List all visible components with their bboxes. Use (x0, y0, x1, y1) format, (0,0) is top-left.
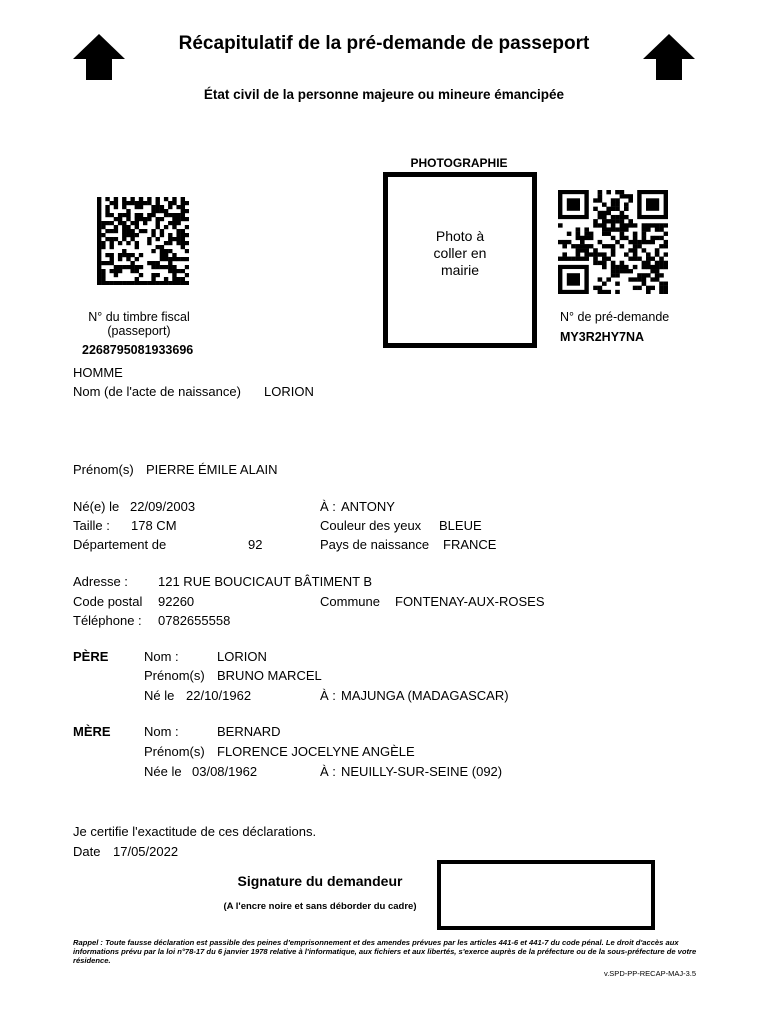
signature-box[interactable] (437, 860, 655, 930)
city-label: Commune (320, 594, 380, 609)
prenoms-label: Prénom(s) (73, 462, 134, 477)
date-label: Date (73, 844, 101, 859)
timbre-label-sub: (passeport) (107, 324, 171, 338)
postal-code-label: Code postal (73, 594, 143, 609)
form-version: v.SPD-PP-RECAP-MAJ-3.5 (604, 969, 696, 978)
mother-heading: MÈRE (73, 724, 111, 739)
mother-birth-place-value: NEUILLY-SUR-SEINE (092) (341, 764, 503, 779)
photo-instructions: Photo à coller en mairie (433, 228, 487, 278)
father-name-value: LORION (217, 649, 267, 664)
photo-label: PHOTOGRAPHIE (410, 156, 508, 170)
father-birth-date-label: Né le (144, 688, 175, 703)
height-value: 178 CM (131, 518, 177, 533)
address-value: 121 RUE BOUCICAUT BÂTIMENT B (158, 574, 373, 589)
mother-name-value: BERNARD (217, 724, 281, 739)
eye-color-label: Couleur des yeux (320, 518, 422, 533)
birth-place-label: À : (320, 499, 336, 514)
birth-country-label: Pays de naissance (320, 537, 430, 552)
phone-label: Téléphone : (73, 613, 142, 628)
sex: HOMME (73, 365, 123, 380)
signature-note: (A l'encre noire et sans déborder du cadre) (223, 901, 417, 912)
father-firstnames-value: BRUNO MARCEL (217, 668, 322, 683)
birth-place-value: ANTONY (341, 499, 395, 514)
father-firstnames-label: Prénom(s) (144, 668, 205, 683)
timbre-label: N° du timbre fiscal (88, 310, 190, 324)
department-value: 92 (248, 537, 263, 552)
height-label: Taille : (73, 518, 110, 533)
prenoms-value: PIERRE ÉMILE ALAIN (146, 462, 278, 477)
phone-value: 0782655558 (158, 613, 231, 628)
address-label: Adresse : (73, 574, 128, 589)
father-name-label: Nom : (144, 649, 179, 664)
legal-notice: Rappel : Toute fausse déclaration est passible des peines d'emprisonnement et des amendes prévues par les articles 441-6 et 441-7 du code pénal. Le droit d'accès aux informations prévu par la loi n°78-17 du 6 janvier 1978 relative à l'informatique, aux fichiers et aux libertés, s'exerce auprès de la préfecture ou de la sous-préfecture de votre résidence. (73, 938, 697, 965)
mother-birth-place-label: À : (320, 764, 336, 779)
eye-color-value: BLEUE (439, 518, 482, 533)
nom-label: Nom (de l'acte de naissance) (73, 384, 241, 399)
father-birth-date-value: 22/10/1962 (186, 688, 252, 703)
city-value: FONTENAY-AUX-ROSES (395, 594, 545, 609)
timbre-number: 2268795081933696 (82, 343, 194, 357)
department-label: Département de (73, 537, 167, 552)
birth-country-value: FRANCE (443, 537, 497, 552)
photo-frame (383, 172, 537, 348)
qr-code (558, 190, 668, 294)
predemande-number: MY3R2HY7NA (560, 330, 645, 344)
birth-date-value: 22/09/2003 (130, 499, 196, 514)
signature-title: Signature du demandeur (237, 873, 403, 889)
date-value: 17/05/2022 (113, 844, 179, 859)
postal-code-value: 92260 (158, 594, 195, 609)
mother-firstnames-value: FLORENCE JOCELYNE ANGÈLE (217, 744, 415, 759)
mother-name-label: Nom : (144, 724, 179, 739)
birth-date-label: Né(e) le (73, 499, 120, 514)
page-subtitle: État civil de la personne majeure ou mineure émancipée (203, 87, 565, 102)
mother-birth-date-value: 03/08/1962 (192, 764, 258, 779)
father-birth-place-value: MAJUNGA (MADAGASCAR) (341, 688, 509, 703)
datamatrix-code (97, 197, 189, 285)
nom-value: LORION (264, 384, 314, 399)
father-heading: PÈRE (73, 649, 109, 664)
predemande-label: N° de pré-demande (560, 310, 670, 324)
certification-text: Je certifie l'exactitude de ces déclarations. (73, 824, 317, 839)
mother-birth-date-label: Née le (144, 764, 182, 779)
page-title: Récapitulatif de la pré-demande de passeport (178, 33, 590, 54)
father-birth-place-label: À : (320, 688, 336, 703)
mother-firstnames-label: Prénom(s) (144, 744, 205, 759)
